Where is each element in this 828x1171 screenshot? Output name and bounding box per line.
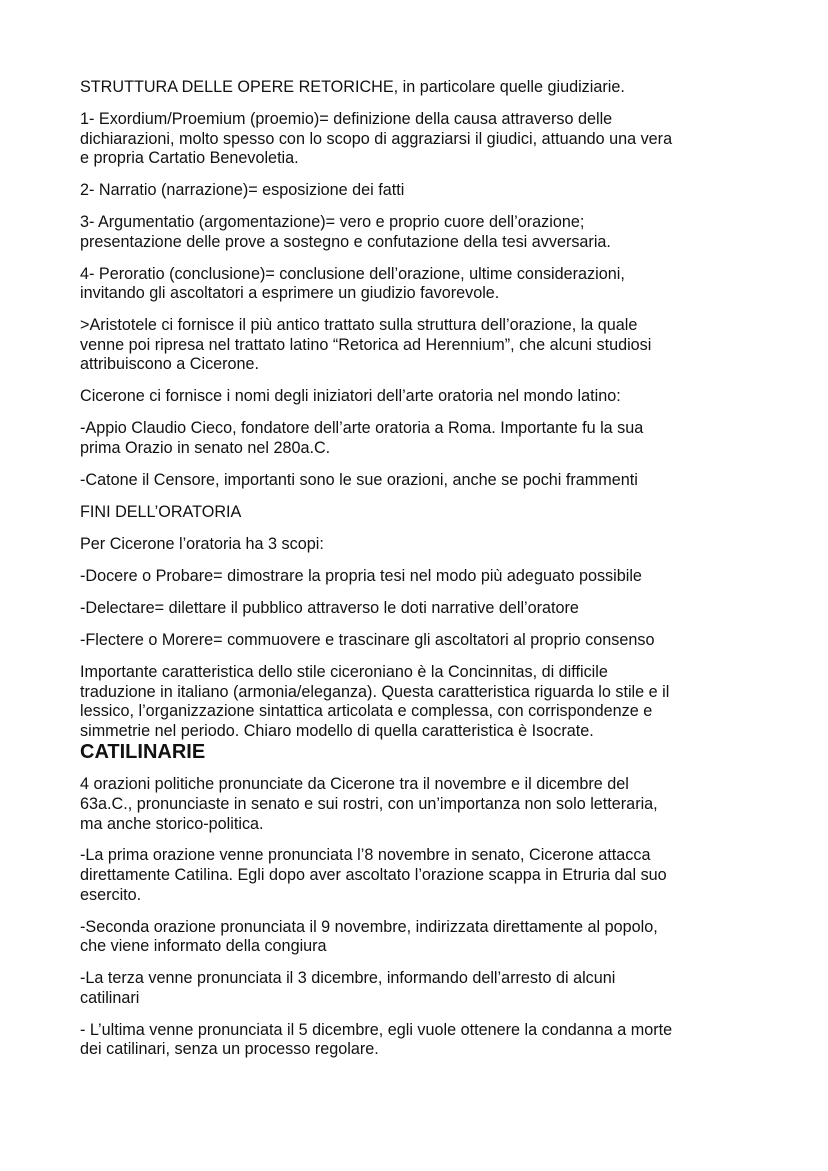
text-line: Cicerone ci fornisce i nomi degli iniziatori dell’arte oratoria nel mondo latino: — [80, 387, 621, 406]
paragraph — [80, 663, 770, 741]
text-line: -Seconda orazione pronunciata il 9 novembre, indirizzata direttamente al popolo, — [80, 917, 658, 936]
text-line: e propria Cartatio Benevoletia. — [80, 149, 299, 168]
text-line: dei catilinari, senza un processo regolare. — [80, 1040, 379, 1059]
paragraph — [80, 213, 770, 252]
text-line: esercito. — [80, 885, 142, 904]
document-section-catilinarie — [80, 775, 770, 1060]
paragraph — [80, 969, 770, 1008]
text-line: -La prima orazione venne pronunciata l’8 novembre in senato, Cicerone attacca — [80, 846, 651, 865]
text-line: traduzione in italiano (armonia/eleganza). Questa caratteristica riguarda lo stile e il — [80, 682, 670, 701]
paragraph — [80, 599, 770, 619]
paragraph — [80, 471, 770, 491]
text-line: attribuiscono a Cicerone. — [80, 355, 260, 374]
document-section-structure — [80, 78, 770, 741]
paragraph — [80, 918, 770, 957]
text-line: >Aristotele ci fornisce il più antico trattato sulla struttura dell’orazione, la quale — [80, 316, 638, 335]
paragraph — [80, 846, 770, 905]
document-page — [80, 78, 770, 1072]
text-line: 2- Narratio (narrazione)= esposizione dei fatti — [80, 181, 405, 200]
paragraph — [80, 1021, 770, 1060]
paragraph — [80, 387, 770, 407]
text-line: 63a.C., pronunciaste in senato e sui rostri, con un’importanza non solo letteraria, — [80, 794, 658, 813]
text-line: lessico, l’organizzazione sintattica articolata e complessa, con corrispondenze e — [80, 702, 653, 721]
text-line: -Delectare= dilettare il pubblico attraverso le doti narrative dell’oratore — [80, 598, 579, 617]
text-line: -La terza venne pronunciata il 3 dicembre, informando dell’arresto di alcuni — [80, 969, 616, 988]
text-line: invitando gli ascoltatori a esprimere un giudizio favorevole. — [80, 284, 500, 303]
paragraph — [80, 78, 770, 98]
text-line: - L’ultima venne pronunciata il 5 dicembre, egli vuole ottenere la condanna a morte — [80, 1020, 673, 1039]
paragraph — [80, 265, 770, 304]
text-line: ma anche storico-politica. — [80, 814, 264, 833]
text-line: prima Orazio in senato nel 280a.C. — [80, 439, 331, 458]
text-line: direttamente Catilina. Egli dopo aver ascoltato l’orazione scappa in Etruria dal suo — [80, 866, 667, 885]
paragraph — [80, 419, 770, 458]
text-line: -Docere o Probare= dimostrare la propria tesi nel modo più adeguato possibile — [80, 566, 642, 585]
text-line: presentazione delle prove a sostegno e confutazione della tesi avversaria. — [80, 232, 611, 251]
text-line: venne poi ripresa nel trattato latino “Retorica ad Herennium”, che alcuni studiosi — [80, 335, 652, 354]
paragraph — [80, 316, 770, 375]
text-line: STRUTTURA DELLE OPERE RETORICHE, in particolare quelle giudiziarie. — [80, 78, 625, 96]
text-line: 4 orazioni politiche pronunciate da Cicerone tra il novembre e il dicembre del — [80, 775, 629, 794]
section-heading-catilinarie: CATILINARIE — [80, 741, 206, 764]
paragraph — [80, 110, 770, 169]
paragraph — [80, 567, 770, 587]
text-line: -Flectere o Morere= commuovere e trascinare gli ascoltatori al proprio consenso — [80, 630, 655, 649]
text-line: 3- Argumentatio (argomentazione)= vero e proprio cuore dell’orazione; — [80, 213, 585, 232]
text-line: Per Cicerone l’oratoria ha 3 scopi: — [80, 535, 324, 553]
text-line: che viene informato della congiura — [80, 937, 327, 956]
paragraph — [80, 631, 770, 651]
text-line: FINI DELL’ORATORIA — [80, 503, 242, 522]
paragraph — [80, 775, 770, 834]
text-line: -Catone il Censore, importanti sono le sue orazioni, anche se pochi frammenti — [80, 471, 638, 490]
text-line: dichiarazioni, molto spesso con lo scopo di aggraziarsi il giudici, attuando una vera — [80, 129, 673, 148]
paragraph — [80, 181, 770, 201]
text-line: 1- Exordium/Proemium (proemio)= definizione della causa attraverso delle — [80, 109, 613, 128]
text-line: simmetrie nel periodo. Chiaro modello di quella caratteristica è Isocrate. — [80, 721, 594, 740]
text-line: 4- Peroratio (conclusione)= conclusione dell’orazione, ultime considerazioni, — [80, 264, 625, 283]
text-line: -Appio Claudio Cieco, fondatore dell’arte oratoria a Roma. Importante fu la sua — [80, 419, 644, 438]
paragraph — [80, 503, 770, 523]
text-line: Importante caratteristica dello stile ciceroniano è la Concinnitas, di difficile — [80, 662, 608, 681]
paragraph — [80, 535, 770, 555]
text-line: catilinari — [80, 988, 140, 1007]
